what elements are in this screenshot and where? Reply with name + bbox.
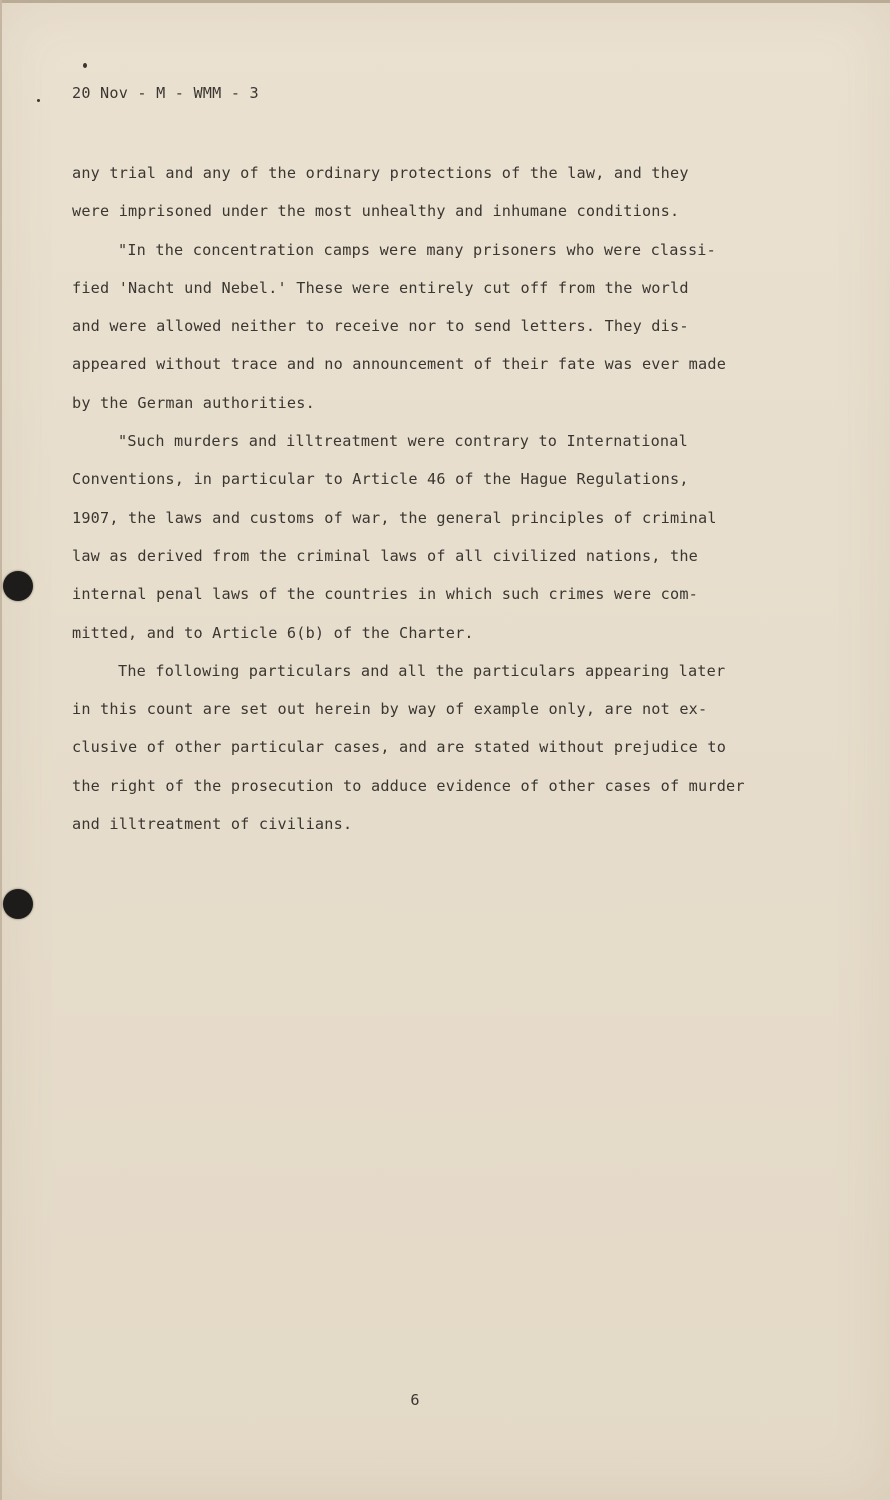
text-line: 1907, the laws and customs of war, the general principles of criminal — [72, 508, 717, 527]
text-line: "In the concentration camps were many prisoners who were classi- — [118, 240, 716, 259]
text-line: "Such murders and illtreatment were contrary to International — [118, 432, 688, 451]
text-line: clusive of other particular cases, and are stated without prejudice to — [72, 738, 727, 757]
text-line: and illtreatment of civilians. — [72, 815, 353, 834]
text-line: in this count are set out herein by way of example only, are not ex- — [72, 700, 708, 719]
page-number: 6 — [410, 1391, 420, 1409]
text-line: The following particulars and all the particulars appearing later — [118, 661, 726, 680]
text-line: mitted, and to Article 6(b) of the Charter. — [72, 623, 474, 642]
text-line: Conventions, in particular to Article 46 of the Hague Regulations, — [72, 470, 689, 489]
document-reference: 20 Nov - M - WMM - 3 — [72, 84, 259, 102]
document-body — [72, 160, 772, 849]
punch-hole — [3, 889, 33, 919]
paper-top-edge — [0, 0, 890, 3]
text-line: by the German authorities. — [72, 393, 315, 412]
text-line: fied 'Nacht und Nebel.' These were entirely cut off from the world — [72, 278, 689, 297]
text-line: internal penal laws of the countries in which such crimes were com- — [72, 585, 699, 604]
text-line: and were allowed neither to receive nor to send letters. They dis- — [72, 317, 689, 336]
text-line: were imprisoned under the most unhealthy and inhumane conditions. — [72, 202, 680, 221]
text-line: appeared without trace and no announcement of their fate was ever made — [72, 355, 727, 374]
ink-speck — [83, 63, 87, 68]
ink-speck — [37, 99, 40, 102]
text-line: the right of the prosecution to adduce evidence of other cases of murder — [72, 776, 745, 795]
punch-hole — [3, 571, 33, 601]
text-line: law as derived from the criminal laws of all civilized nations, the — [72, 546, 699, 565]
text-line: any trial and any of the ordinary protections of the law, and they — [72, 164, 689, 182]
paper-left-edge — [0, 0, 2, 1500]
